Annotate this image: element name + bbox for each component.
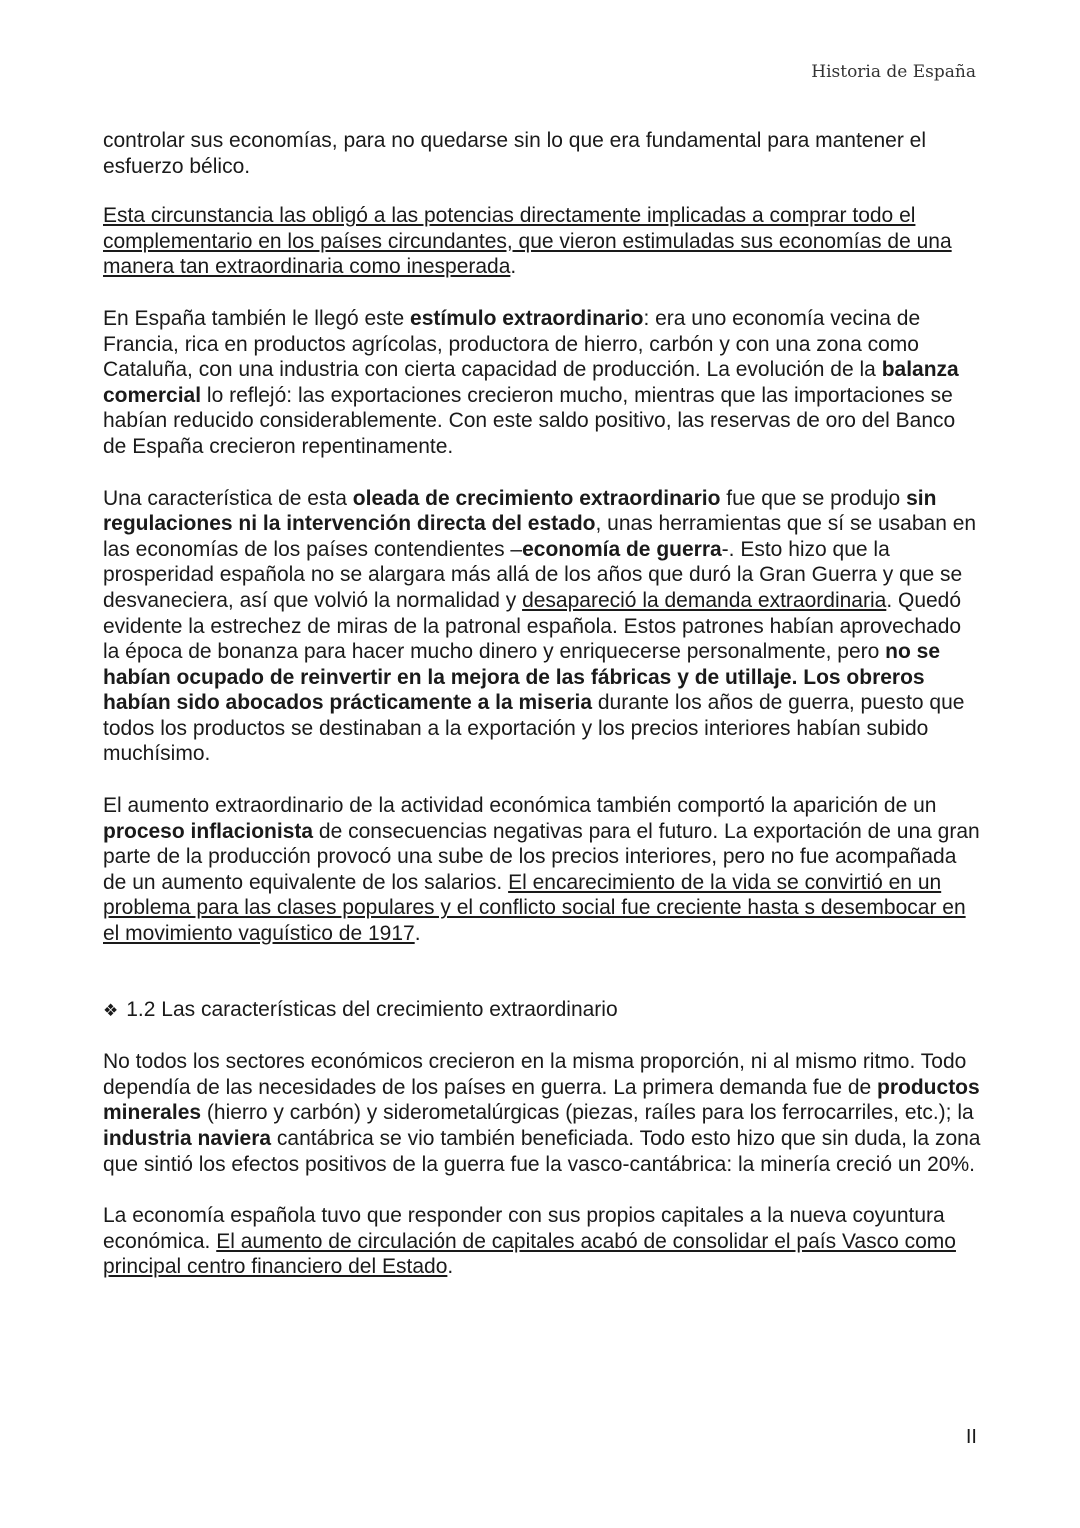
text-run: En España también le llegó este (103, 306, 411, 330)
section-paragraph-2 (103, 1203, 983, 1280)
text-run: . Quedó evidente la estrechez de miras de la patronal española. Estos patrones habían aprovechado la época de bonanza para hacer mucho dinero y enriquecerse personalmente, pero (103, 588, 962, 664)
paragraph-1 (103, 128, 983, 179)
text-run: (hierro y carbón) y siderometalúrgicas (piezas, raíles para los ferrocarriles, etc.); la (201, 1101, 974, 1125)
bold-text: no se habían ocupado de reinvertir en la mejora de las fábricas y de utillaje. Los obreros habían sido abocados prácticamente a la miseria (103, 640, 941, 715)
bold-text: industria naviera (103, 1127, 272, 1150)
bold-text: economía de guerra (522, 537, 722, 561)
text-run: durante los años de guerra, puesto que todos los productos se destinaban a la exportación y los precios interiores habían subido muchísimo. (103, 691, 965, 766)
text-run: . (510, 255, 517, 279)
text-run: : era uno economía vecina de Francia, rica en productos agrícolas, productora de hierro, carbón y con una zona como Cataluña, con una industria con cierta capacidad de producción. La evolución de la (103, 306, 921, 382)
text-run: controlar sus economías, para no quedarse sin lo que era fundamental para mantener el esfuerzo bélico. (103, 129, 926, 178)
page-number: II (965, 1426, 977, 1448)
paragraph-5 (103, 793, 983, 947)
section-title: 1.2 Las características del crecimiento extraordinario (126, 997, 618, 1021)
text-run: No todos los sectores económicos crecieron en la misma proporción, ni al mismo ritmo. Todo dependía de las necesidades de los países en guerra. La primera demanda fue de (103, 1050, 967, 1099)
paragraph-2 (103, 203, 983, 280)
text-run: fue que se produjo (720, 486, 907, 510)
running-header: Historia de España (811, 62, 976, 82)
text-run: . (447, 1255, 454, 1279)
text-run: cantábrica se vio también beneficiada. Todo esto hizo que sin duda, la zona que sintió los efectos positivos de la guerra fue la vasco-cantábrica: la minería creció un 20%. (103, 1127, 981, 1176)
section-paragraph-1 (103, 1049, 983, 1177)
text-run: de consecuencias negativas para el futuro. La exportación de una gran parte de la producción provocó una sube de los precios interiores, pero no fue acompañada de un aumento equivalente de los salarios. (103, 819, 980, 894)
text-run: lo reflejó: las exportaciones crecieron mucho, mientras que las importaciones se habían reducido considerablemente. Con este saldo positivo, las reservas de oro del Banco de España crecieron repentinamente. (103, 383, 956, 458)
text-run: -. Esto hizo que la prosperidad española no se alargara más allá de los años que duró la Gran Guerra y que se desvaneciera, así que volvió la normalidad y (103, 537, 963, 612)
text-run: , unas herramientas que sí se usaban en las economías de los países contendientes – (103, 512, 977, 561)
diamond-bullet-icon: ❖ (103, 1000, 119, 1020)
bold-text: balanza comercial (103, 358, 959, 407)
page-body (103, 128, 983, 1306)
text-run: La economía española tuvo que responder con sus propios capitales a la nueva coyuntura económica. (103, 1204, 945, 1253)
text-run: El aumento extraordinario de la actividad económica también comportó la aparición de un (103, 794, 937, 818)
underlined-text: Esta circunstancia las obligó a las potencias directamente implicadas a comprar todo el complementario en los países circundantes, que vieron estimuladas sus economías de una manera tan extraordinaria como inesperada (103, 204, 952, 279)
underlined-text: El aumento de circulación de capitales acabó de consolidar el país Vasco como principal centro financiero del Estado (103, 1229, 956, 1279)
paragraph-3 (103, 306, 983, 460)
section-heading (103, 997, 983, 1024)
text-run: Una característica de esta (103, 486, 353, 510)
bold-text: sin regulaciones ni la intervención directa del estado (103, 486, 937, 536)
bold-text: proceso inflacionista (103, 819, 314, 843)
underlined-text: desapareció la demanda extraordinaria (522, 588, 887, 612)
bold-text: estímulo extraordinario (410, 306, 644, 330)
bold-text: productos minerales (103, 1075, 980, 1125)
paragraph-4 (103, 486, 983, 768)
bold-text: oleada de crecimiento extraordinario (352, 486, 721, 510)
text-run: . (414, 922, 421, 946)
underlined-text: El encarecimiento de la vida se convirtió en un problema para las clases populares y el conflicto social fue creciente hasta s desembocar en el movimiento vaguístico de 1917 (103, 870, 966, 946)
